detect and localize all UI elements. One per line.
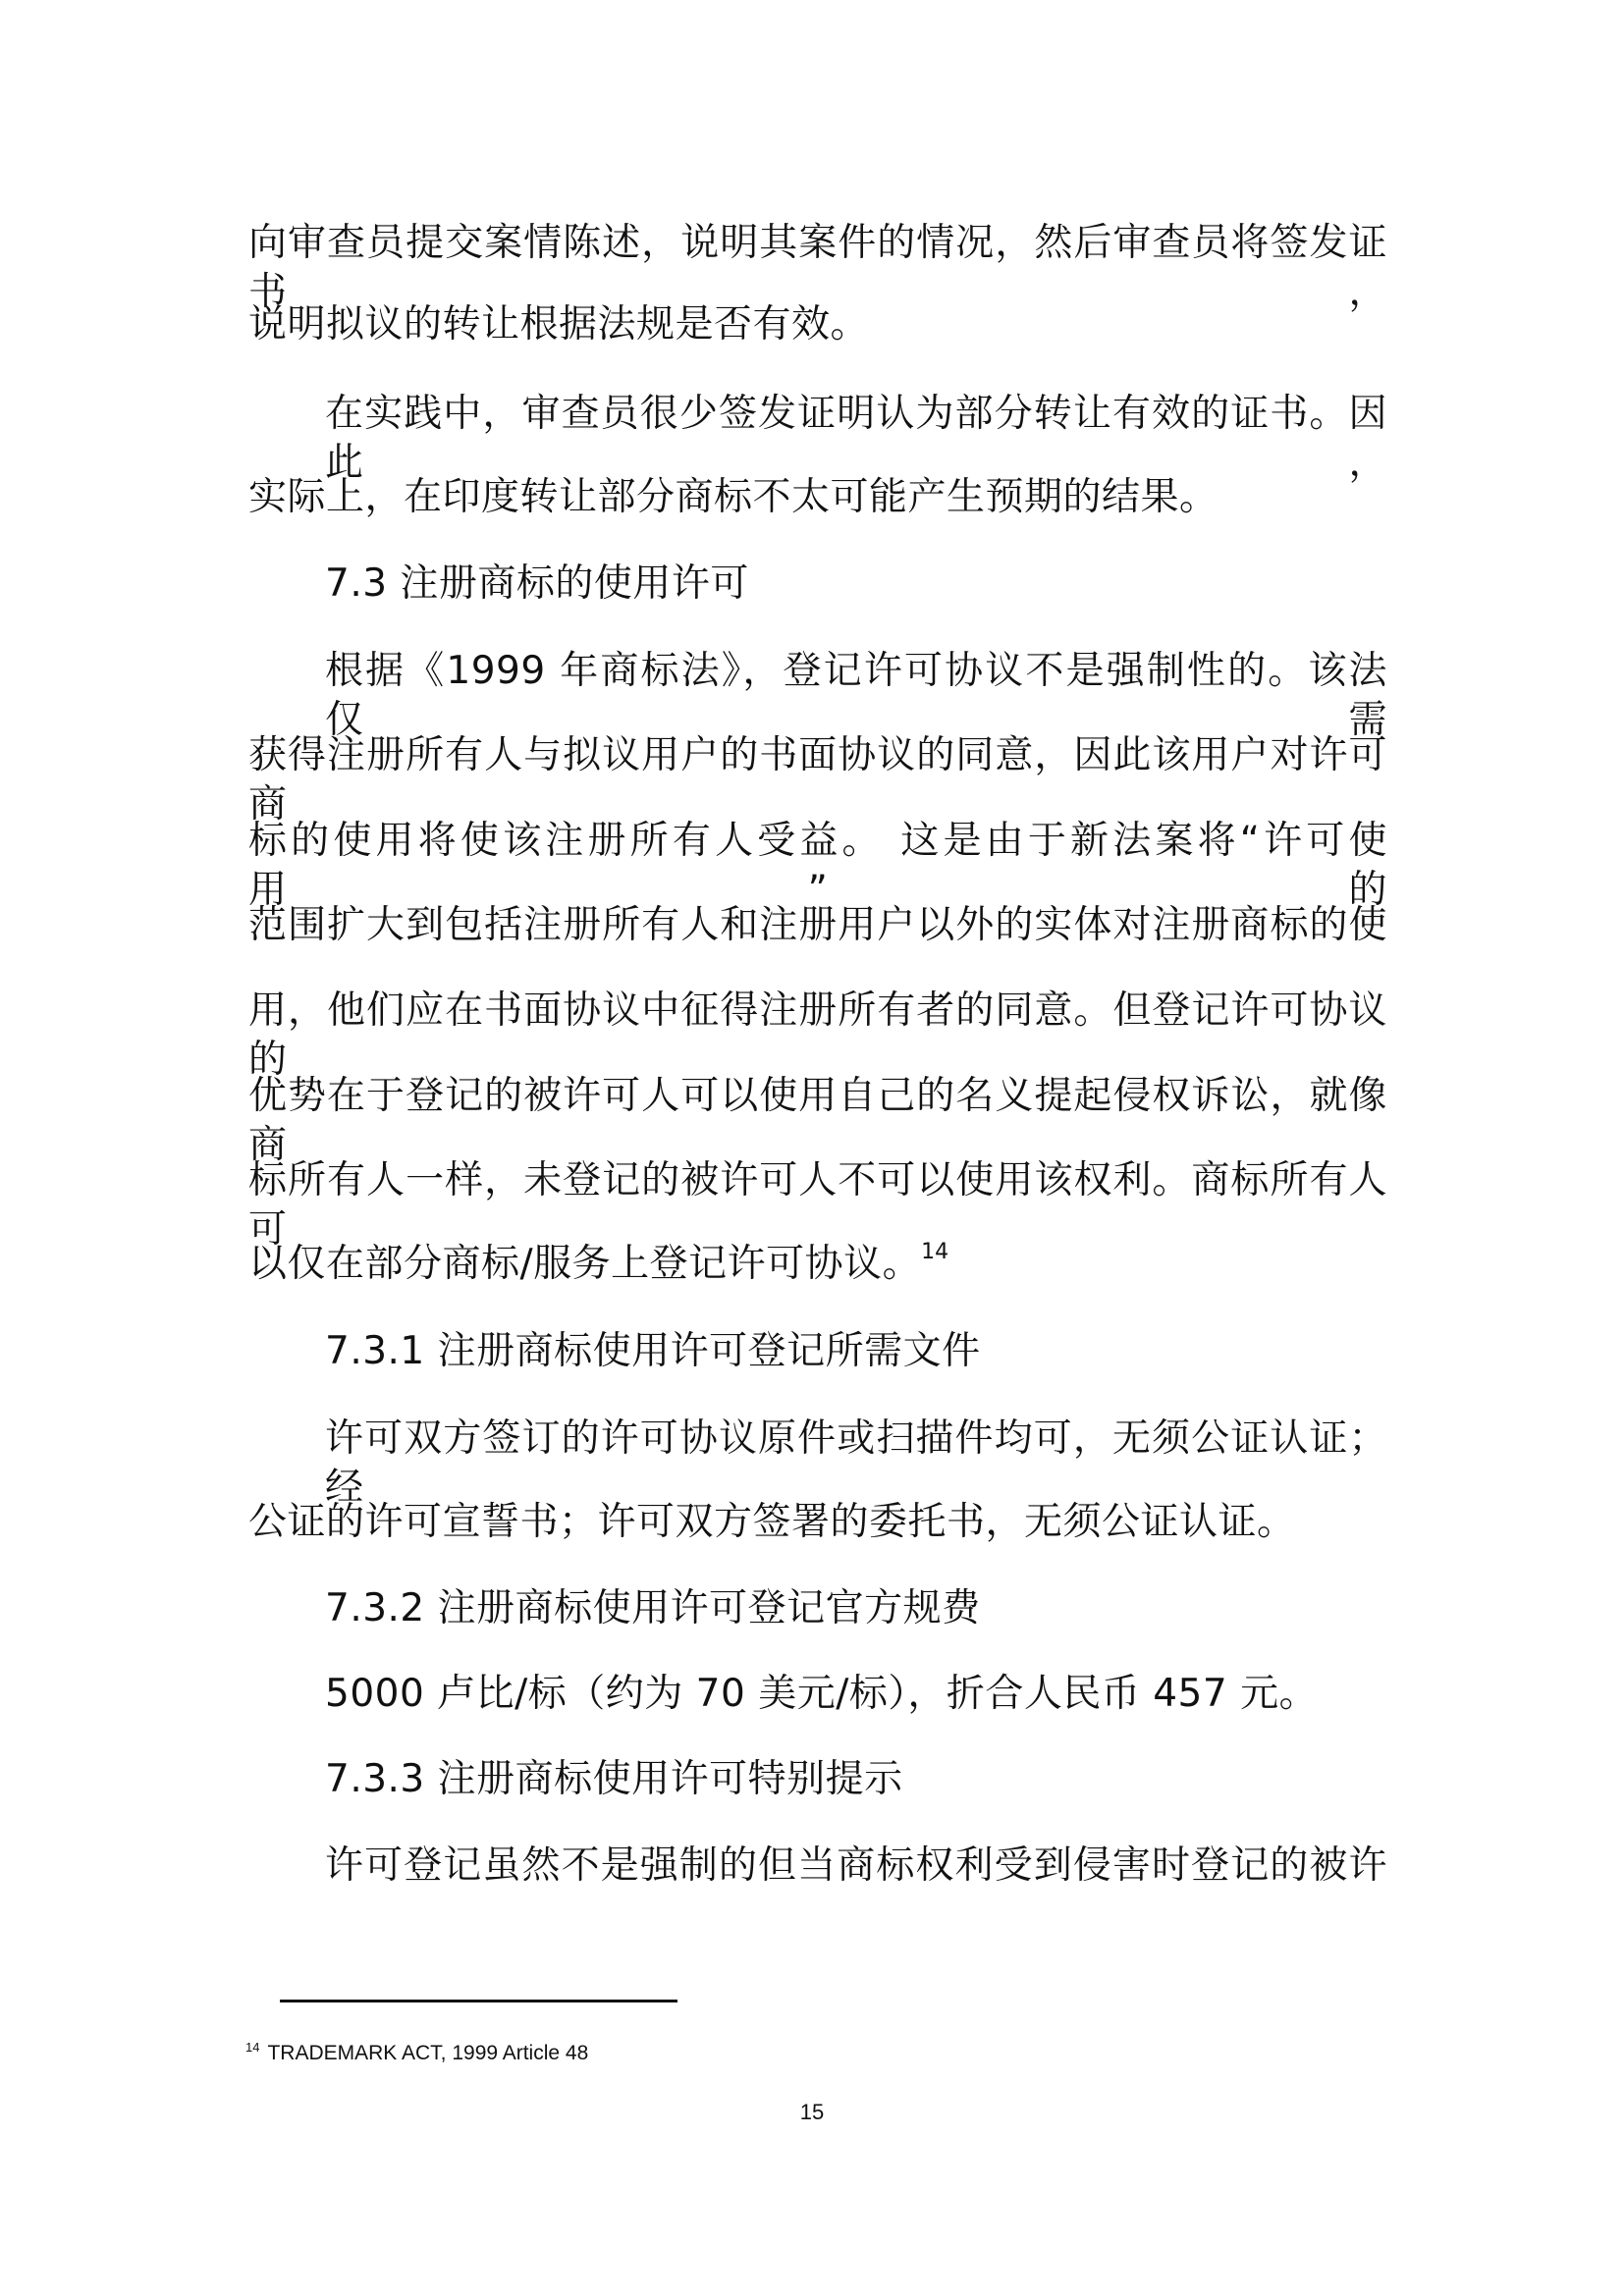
- section-heading: 7.3.3 注册商标使用许可特别提示: [325, 1757, 903, 1801]
- section-heading: 7.3.1 注册商标使用许可登记所需文件: [325, 1329, 981, 1373]
- body-text-line: 优势在于登记的被许可人可以使用自己的名义提起侵权诉讼，就像商: [248, 1074, 1387, 1167]
- body-text-line: 用，他们应在书面协议中征得注册所有者的同意。但登记许可协议的: [248, 988, 1387, 1082]
- section-heading: 7.3 注册商标的使用许可: [325, 561, 749, 606]
- page-number: 15: [799, 2100, 825, 2124]
- footnote-number: 14: [245, 2040, 260, 2055]
- body-text-line: 许可登记虽然不是强制的但当商标权利受到侵害时登记的被许: [325, 1843, 1387, 1888]
- footnote: [245, 2041, 588, 2066]
- body-text-line: 范围扩大到包括注册所有人和注册用户以外的实体对注册商标的使: [248, 903, 1387, 947]
- body-text-line: 公证的许可宣誓书；许可双方签署的委托书，无须公证认证。: [248, 1500, 1296, 1544]
- body-text-line: 说明拟议的转让根据法规是否有效。: [248, 302, 870, 347]
- body-text-line: 根据《1999 年商标法》，登记许可协议不是强制性的。该法仅需: [325, 649, 1387, 742]
- body-text-line: 在实践中，审查员很少签发证明认为部分转让有效的证书。因此，: [325, 392, 1387, 485]
- body-text-line: 5000 卢比/标（约为 70 美元/标），折合人民币 457 元。: [325, 1672, 1319, 1716]
- section-heading: 7.3.2 注册商标使用许可登记官方规费: [325, 1586, 981, 1630]
- body-text-line: 向审查员提交案情陈述，说明其案件的情况，然后审查员将签发证书，: [248, 221, 1387, 314]
- body-text-line: 实际上，在印度转让部分商标不太可能产生预期的结果。: [248, 475, 1218, 519]
- body-text-line: 获得注册所有人与拟议用户的书面协议的同意，因此该用户对许可商: [248, 733, 1387, 827]
- body-text-line: 标的使用将使该注册所有人受益。 这是由于新法案将“许可使用”的: [248, 819, 1387, 912]
- body-text-line: 标所有人一样，未登记的被许可人不可以使用该权利。商标所有人可: [248, 1158, 1387, 1252]
- footnote-reference: 14: [921, 1240, 949, 1264]
- body-text-line: [248, 1240, 1387, 1289]
- body-text-line: 许可双方签订的许可协议原件或扫描件均可，无须公证认证；经: [325, 1416, 1387, 1510]
- body-text-segment: 以仅在部分商标/服务上登记许可协议。: [248, 1242, 922, 1286]
- footnote-text: TRADEMARK ACT, 1999 Article 48: [267, 2042, 589, 2064]
- footnote-separator: [280, 2000, 677, 2002]
